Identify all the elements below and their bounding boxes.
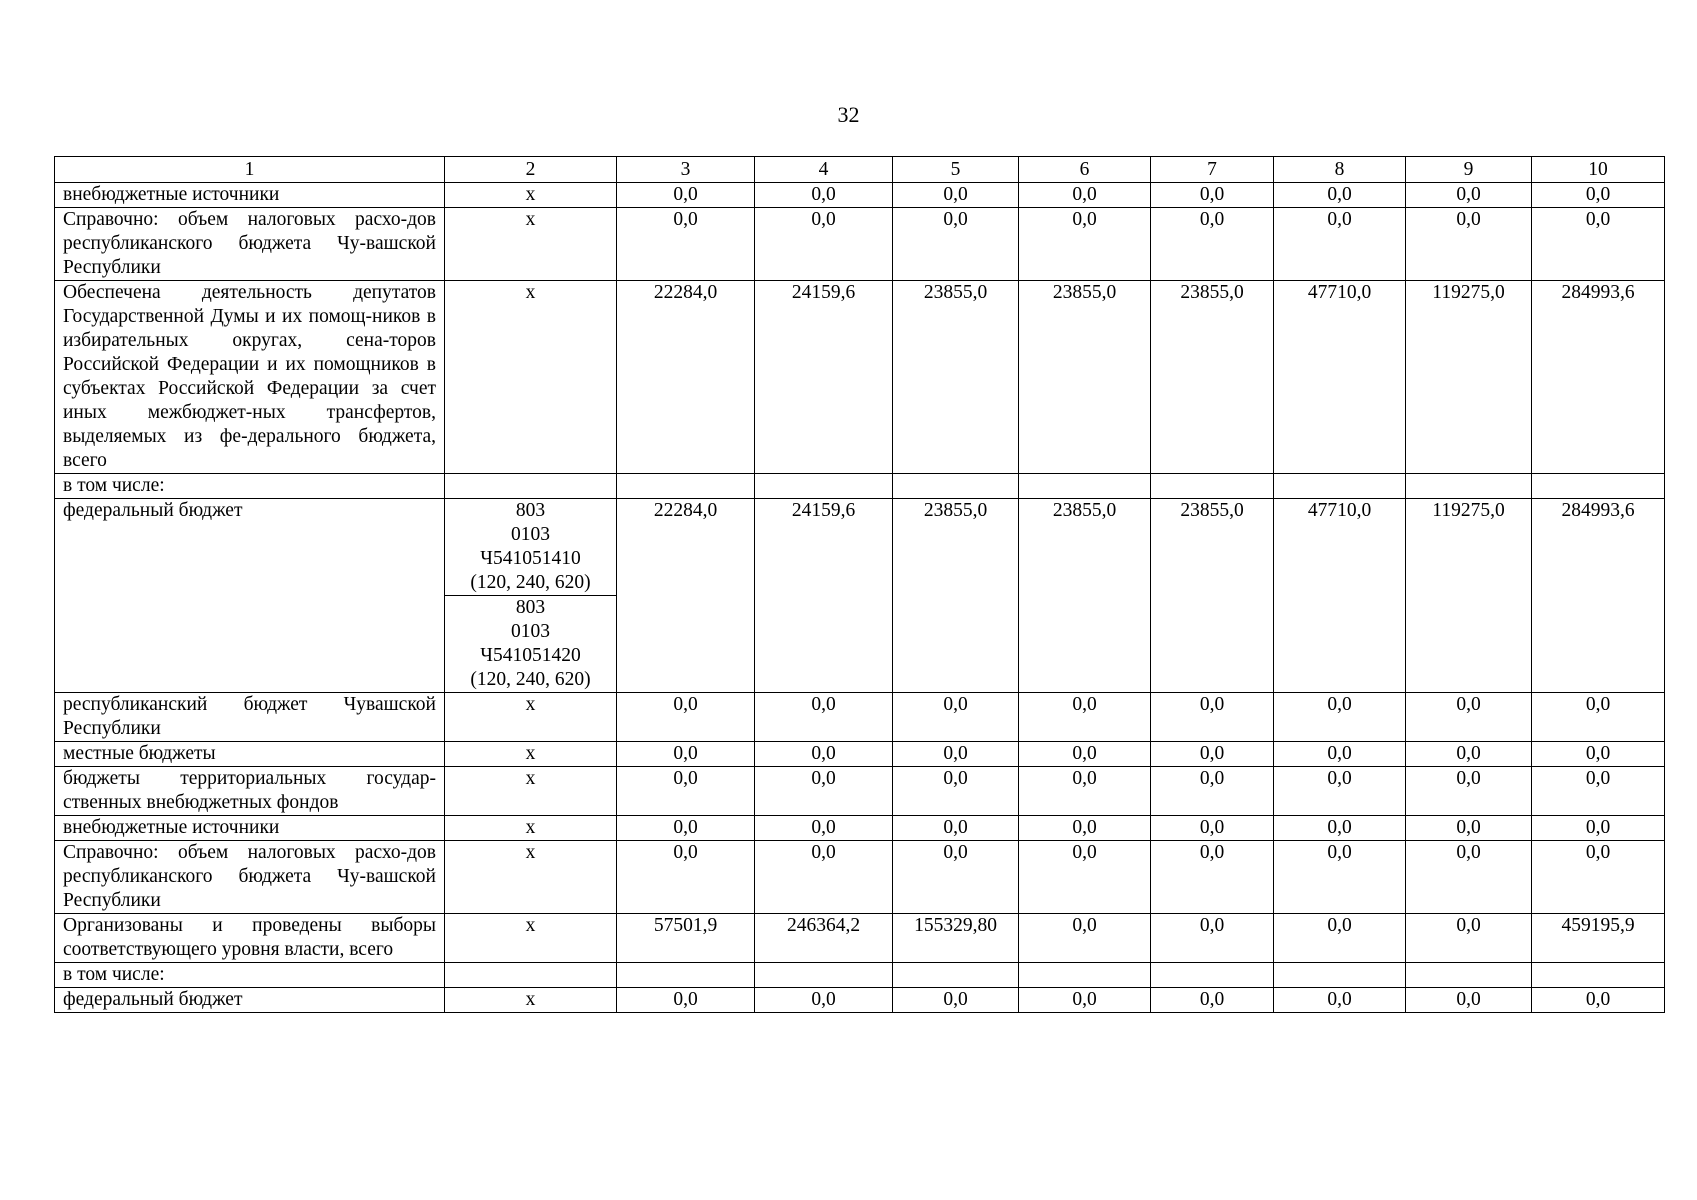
table-header-row (55, 157, 1665, 183)
budget-code-line: 803 (515, 500, 546, 521)
value-cell: 0,0 (1532, 208, 1665, 281)
value-cell: 0,0 (617, 208, 755, 281)
value-cell: 57501,9 (617, 914, 755, 963)
value-cell: 23855,0 (1151, 499, 1274, 693)
budget-code-line: Ч541051410 (480, 548, 581, 569)
table-row (55, 841, 1665, 914)
table-row (55, 742, 1665, 767)
budget-table (54, 156, 1665, 1013)
value-cell: 155329,80 (893, 914, 1019, 963)
budget-code-cell: x (445, 208, 617, 281)
table-row (55, 474, 1665, 499)
value-cell: 0,0 (893, 742, 1019, 767)
table-row (55, 914, 1665, 963)
value-cell: 0,0 (1532, 742, 1665, 767)
value-cell: 0,0 (1151, 742, 1274, 767)
budget-code-line: 0103 (511, 524, 550, 545)
value-cell: 246364,2 (755, 914, 893, 963)
value-cell: 0,0 (1019, 742, 1151, 767)
budget-code-line: Ч541051420 (480, 645, 581, 666)
value-cell: 0,0 (755, 742, 893, 767)
budget-code-cell: x (445, 693, 617, 742)
value-cell: 0,0 (617, 742, 755, 767)
value-cell (1406, 963, 1532, 988)
value-cell: 0,0 (1019, 816, 1151, 841)
value-cell: 0,0 (755, 988, 893, 1013)
row-label: федеральный бюджет (55, 499, 445, 693)
value-cell: 0,0 (1274, 816, 1406, 841)
value-cell: 0,0 (617, 988, 755, 1013)
column-number-header: 5 (893, 157, 1019, 183)
value-cell: 23855,0 (1019, 281, 1151, 474)
budget-code-cell: x (445, 281, 617, 474)
column-number-header: 2 (445, 157, 617, 183)
value-cell: 0,0 (1019, 183, 1151, 208)
value-cell: 0,0 (1274, 183, 1406, 208)
value-cell: 0,0 (1151, 693, 1274, 742)
row-label: в том числе: (55, 474, 445, 499)
table-row (55, 816, 1665, 841)
value-cell: 0,0 (755, 693, 893, 742)
value-cell: 0,0 (1151, 183, 1274, 208)
value-cell (1151, 963, 1274, 988)
column-number-header: 6 (1019, 157, 1151, 183)
value-cell: 0,0 (1151, 816, 1274, 841)
value-cell (1274, 963, 1406, 988)
column-number-header: 7 (1151, 157, 1274, 183)
column-number-header: 8 (1274, 157, 1406, 183)
value-cell: 0,0 (1151, 988, 1274, 1013)
budget-code-cell: x (445, 914, 617, 963)
value-cell: 0,0 (1151, 841, 1274, 914)
column-number-header: 9 (1406, 157, 1532, 183)
value-cell: 0,0 (893, 988, 1019, 1013)
page-number: 32 (837, 102, 860, 127)
value-cell: 47710,0 (1274, 499, 1406, 693)
budget-code-cell (445, 499, 617, 693)
value-cell: 24159,6 (755, 281, 893, 474)
value-cell: 0,0 (893, 183, 1019, 208)
value-cell: 0,0 (1406, 841, 1532, 914)
table-row (55, 963, 1665, 988)
column-number-header: 3 (617, 157, 755, 183)
value-cell: 0,0 (755, 816, 893, 841)
budget-code-cell (445, 474, 617, 499)
budget-code-cell: x (445, 767, 617, 816)
value-cell: 0,0 (1019, 208, 1151, 281)
table-row (55, 767, 1665, 816)
value-cell: 0,0 (1151, 914, 1274, 963)
value-cell: 0,0 (1019, 988, 1151, 1013)
value-cell: 22284,0 (617, 499, 755, 693)
value-cell: 47710,0 (1274, 281, 1406, 474)
value-cell: 0,0 (1274, 767, 1406, 816)
value-cell (1532, 474, 1665, 499)
budget-code-block (445, 596, 616, 692)
value-cell: 0,0 (1274, 841, 1406, 914)
value-cell: 23855,0 (1019, 499, 1151, 693)
value-cell: 23855,0 (1151, 281, 1274, 474)
value-cell: 0,0 (1406, 693, 1532, 742)
value-cell: 0,0 (1532, 841, 1665, 914)
value-cell: 0,0 (1274, 208, 1406, 281)
value-cell: 0,0 (755, 183, 893, 208)
value-cell: 0,0 (755, 841, 893, 914)
value-cell: 0,0 (893, 816, 1019, 841)
table-row (55, 281, 1665, 474)
value-cell: 0,0 (1406, 742, 1532, 767)
value-cell: 0,0 (893, 841, 1019, 914)
budget-code-cell: x (445, 742, 617, 767)
row-label: республиканский бюджет Чувашской Республики (55, 693, 445, 742)
value-cell: 0,0 (1019, 841, 1151, 914)
value-cell (617, 963, 755, 988)
value-cell: 22284,0 (617, 281, 755, 474)
value-cell: 119275,0 (1406, 499, 1532, 693)
value-cell: 0,0 (617, 767, 755, 816)
value-cell (1274, 474, 1406, 499)
table-row (55, 499, 1665, 693)
value-cell (1151, 474, 1274, 499)
value-cell: 23855,0 (893, 281, 1019, 474)
value-cell (755, 963, 893, 988)
value-cell (617, 474, 755, 499)
value-cell: 0,0 (617, 183, 755, 208)
value-cell: 284993,6 (1532, 281, 1665, 474)
value-cell: 0,0 (1532, 816, 1665, 841)
value-cell (1019, 474, 1151, 499)
row-label: Обеспечена деятельность депутатов Государственной Думы и их помощ-ников в избирательных округах, сена-торов Российской Федерации и их помощников в субъектах Российской Федерации за счет иных межбюджет-ных трансфертов, выделяемых из фе-дерального бюджета, всего (55, 281, 445, 474)
value-cell: 0,0 (1532, 767, 1665, 816)
value-cell: 0,0 (617, 841, 755, 914)
budget-code-line: 0103 (511, 621, 550, 642)
row-label: внебюджетные источники (55, 816, 445, 841)
budget-code-line: (120, 240, 620) (470, 572, 591, 593)
budget-code-line: (120, 240, 620) (470, 669, 591, 690)
value-cell: 0,0 (1532, 183, 1665, 208)
budget-code-cell (445, 963, 617, 988)
value-cell: 0,0 (893, 767, 1019, 816)
value-cell: 459195,9 (1532, 914, 1665, 963)
value-cell: 23855,0 (893, 499, 1019, 693)
value-cell (1406, 474, 1532, 499)
budget-code-cell: x (445, 816, 617, 841)
value-cell: 0,0 (1019, 914, 1151, 963)
value-cell: 0,0 (1406, 183, 1532, 208)
value-cell: 0,0 (1406, 988, 1532, 1013)
value-cell: 0,0 (1532, 693, 1665, 742)
value-cell: 0,0 (1406, 208, 1532, 281)
value-cell (1019, 963, 1151, 988)
value-cell: 0,0 (1019, 767, 1151, 816)
value-cell: 0,0 (1274, 742, 1406, 767)
table-row (55, 693, 1665, 742)
value-cell: 0,0 (893, 208, 1019, 281)
value-cell: 284993,6 (1532, 499, 1665, 693)
value-cell: 24159,6 (755, 499, 893, 693)
row-label: бюджеты территориальных государ-ственных внебюджетных фондов (55, 767, 445, 816)
value-cell: 0,0 (1274, 988, 1406, 1013)
value-cell (893, 963, 1019, 988)
row-label: местные бюджеты (55, 742, 445, 767)
value-cell: 0,0 (1406, 767, 1532, 816)
value-cell: 0,0 (1151, 767, 1274, 816)
budget-code-block (445, 499, 616, 596)
value-cell: 0,0 (617, 693, 755, 742)
value-cell: 0,0 (893, 693, 1019, 742)
row-label: в том числе: (55, 963, 445, 988)
value-cell: 0,0 (1019, 693, 1151, 742)
value-cell: 0,0 (617, 816, 755, 841)
row-label: федеральный бюджет (55, 988, 445, 1013)
value-cell (893, 474, 1019, 499)
value-cell: 119275,0 (1406, 281, 1532, 474)
value-cell: 0,0 (1151, 208, 1274, 281)
row-label: Справочно: объем налоговых расхо-дов республиканского бюджета Чу-вашской Республики (55, 208, 445, 281)
column-number-header: 1 (55, 157, 445, 183)
value-cell: 0,0 (1406, 816, 1532, 841)
row-label: внебюджетные источники (55, 183, 445, 208)
budget-code-cell: x (445, 841, 617, 914)
value-cell: 0,0 (755, 208, 893, 281)
row-label: Организованы и проведены выборы соответствующего уровня власти, всего (55, 914, 445, 963)
table-row (55, 208, 1665, 281)
column-number-header: 10 (1532, 157, 1665, 183)
row-label: Справочно: объем налоговых расхо-дов республиканского бюджета Чу-вашской Республики (55, 841, 445, 914)
budget-code-line: 803 (515, 597, 546, 618)
value-cell: 0,0 (1532, 988, 1665, 1013)
column-number-header: 4 (755, 157, 893, 183)
value-cell: 0,0 (755, 767, 893, 816)
table-row (55, 183, 1665, 208)
budget-code-cell: x (445, 988, 617, 1013)
value-cell: 0,0 (1274, 914, 1406, 963)
value-cell (1532, 963, 1665, 988)
value-cell (755, 474, 893, 499)
value-cell: 0,0 (1406, 914, 1532, 963)
value-cell: 0,0 (1274, 693, 1406, 742)
table-row (55, 988, 1665, 1013)
budget-code-cell: x (445, 183, 617, 208)
